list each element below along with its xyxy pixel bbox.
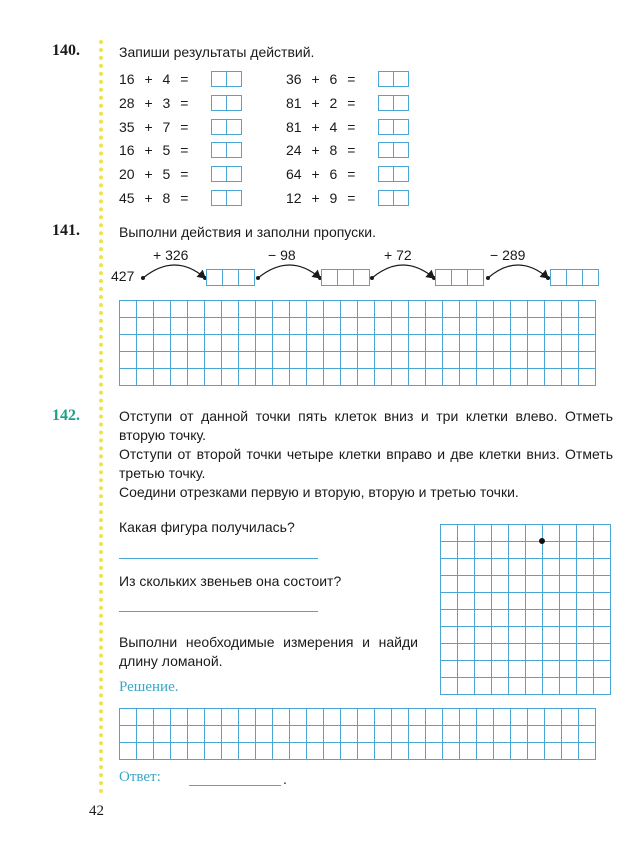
task-142-paragraph-3: Соедини отрезками первую и вторую, вторую и третью точки. <box>119 484 519 500</box>
task-140-number: 140. <box>52 42 80 59</box>
task-142-question-2: Из скольких звеньев она состоит? <box>119 573 342 589</box>
equation-text: 20 + 5 = <box>119 166 189 183</box>
solution-label: Решение. <box>119 679 179 695</box>
answer-line-figure[interactable] <box>119 558 318 559</box>
chain-answer-boxes-4[interactable] <box>551 269 599 286</box>
answer-period: . <box>283 771 287 787</box>
task-141-work-grid[interactable] <box>119 300 596 386</box>
chain-arrow-1 <box>141 265 207 280</box>
equation-text: 45 + 8 = <box>119 190 189 206</box>
equation-text: 81 + 4 = <box>286 118 356 135</box>
chain-arrow-2 <box>256 265 322 280</box>
task-142-paragraph-2: Отступи от второй точки четыре клетки вправо и две клетки вниз. Отметь третью точку. <box>119 446 613 481</box>
solution-grid[interactable] <box>119 708 596 760</box>
equation-text: 81 + 2 = <box>286 94 356 111</box>
chain-operation-3: + 72 <box>384 247 412 263</box>
given-point-dot <box>539 538 545 544</box>
equation-text: 64 + 6 = <box>286 166 356 183</box>
chain-operation-1: + 326 <box>153 247 189 263</box>
answer-label: Ответ: <box>119 769 161 785</box>
chain-arrow-3 <box>370 265 436 280</box>
task-141-number: 141. <box>52 222 80 239</box>
task-142-question-3: Выполни необходимые измерения и найди длину ломаной. <box>119 634 418 669</box>
equation-text: 24 + 8 = <box>286 142 356 159</box>
equation-text: 16 + 4 = <box>119 71 189 87</box>
equation-text: 16 + 5 = <box>119 142 189 159</box>
chain-arrow-4 <box>486 265 550 280</box>
chain-answer-boxes-1[interactable] <box>207 269 255 286</box>
task-140-instruction: Запиши результаты действий. <box>119 44 315 60</box>
equation-text: 12 + 9 = <box>286 190 356 206</box>
equation-text: 35 + 7 = <box>119 118 189 135</box>
task-142-dot-grid[interactable] <box>440 524 611 695</box>
task-141-instruction: Выполни действия и заполни пропуски. <box>119 224 376 240</box>
task-142-number: 142. <box>52 407 80 424</box>
chain-answer-boxes-3[interactable] <box>436 269 484 286</box>
page-number: 42 <box>89 803 104 819</box>
task-142-question-1: Какая фигура получилась? <box>119 519 295 535</box>
chain-start-value: 427 <box>111 268 135 284</box>
equation-text: 28 + 3 = <box>119 94 189 111</box>
answer-line-final[interactable] <box>189 785 281 786</box>
chain-operation-2: − 98 <box>268 247 296 263</box>
chain-answer-boxes-2[interactable] <box>322 269 370 286</box>
answer-line-segments[interactable] <box>119 611 318 612</box>
task-142-paragraph-1: Отступи от данной точки пять клеток вниз и три клетки влево. Отметь вторую точку. <box>119 408 613 443</box>
equation-text: 36 + 6 = <box>286 71 356 87</box>
chain-operation-4: − 289 <box>490 247 526 263</box>
